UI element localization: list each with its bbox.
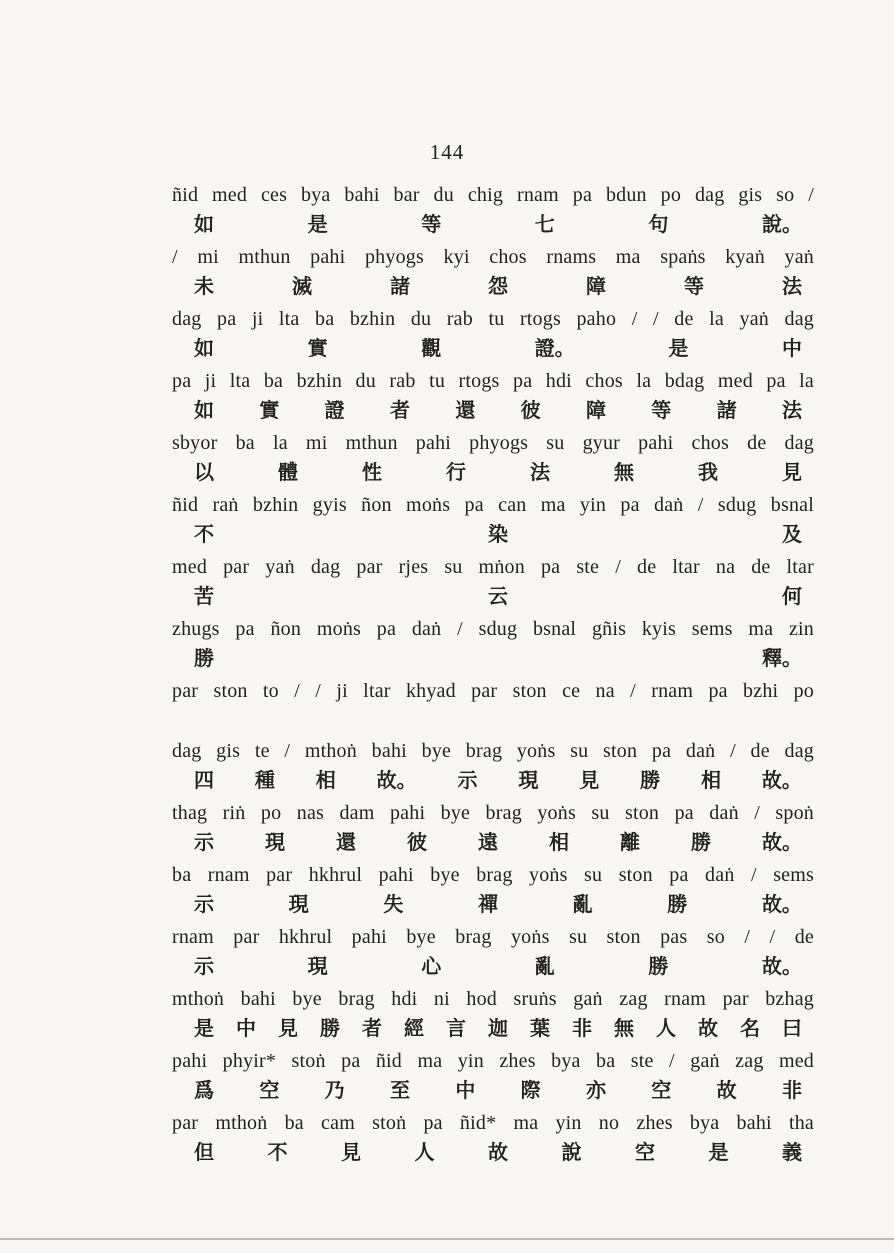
chinese-char: 種 bbox=[254, 768, 275, 792]
chinese-char: 現 bbox=[518, 768, 539, 792]
chinese-gloss-line bbox=[172, 1136, 814, 1172]
line-pair-7 bbox=[172, 554, 814, 616]
chinese-gloss-line bbox=[172, 518, 814, 554]
chinese-char: 心 bbox=[421, 954, 442, 978]
chinese-char: 現 bbox=[265, 830, 285, 854]
chinese-char: 亦 bbox=[585, 1078, 606, 1102]
chinese-char: 勝 bbox=[648, 954, 669, 978]
chinese-char: 言 bbox=[446, 1016, 466, 1040]
chinese-char: 還 bbox=[336, 830, 356, 854]
page-number: 144 bbox=[429, 140, 465, 164]
chinese-gloss-line bbox=[172, 1074, 814, 1110]
chinese-char: 句 bbox=[648, 212, 669, 236]
chinese-char: 見 bbox=[782, 460, 802, 484]
chinese-char: 等 bbox=[421, 212, 442, 236]
chinese-char: 中 bbox=[781, 336, 802, 360]
chinese-char: 障 bbox=[586, 274, 606, 298]
chinese-gloss-line bbox=[172, 208, 814, 244]
chinese-char: 是 bbox=[307, 212, 328, 236]
line-pair-6 bbox=[172, 492, 814, 554]
chinese-char: 義 bbox=[782, 1140, 802, 1164]
chinese-char: 障 bbox=[585, 398, 606, 422]
chinese-char: 亂 bbox=[534, 954, 555, 978]
chinese-char: 及 bbox=[782, 522, 802, 546]
chinese-char: 空 bbox=[259, 1078, 280, 1102]
chinese-char: 經 bbox=[404, 1016, 424, 1040]
chinese-char: 觀 bbox=[421, 336, 442, 360]
chinese-char: 人 bbox=[414, 1140, 435, 1164]
chinese-char: 空 bbox=[635, 1140, 655, 1164]
chinese-char: 苦 bbox=[194, 584, 214, 608]
chinese-char: 等 bbox=[651, 398, 672, 422]
tibetan-line: pahi phyir* stoṅ pa ñid ma yin zhes bya ba ste / gaṅ zag med bbox=[172, 1050, 814, 1072]
chinese-char: 示 bbox=[194, 830, 214, 854]
chinese-char: 是 bbox=[708, 1140, 729, 1164]
chinese-char: 禪 bbox=[477, 892, 498, 916]
tibetan-line: ñid raṅ bzhin gyis ñon moṅs pa can ma yin pa daṅ / sdug bsnal bbox=[172, 494, 814, 516]
line-pair-8 bbox=[172, 616, 814, 678]
text-block bbox=[172, 182, 814, 1172]
line-pair-3 bbox=[172, 306, 814, 368]
chinese-char: 染 bbox=[488, 522, 508, 546]
tibetan-line: mthoṅ bahi bye brag hdi ni hod sruṅs gaṅ zag rnam par bzhag bbox=[172, 988, 814, 1010]
chinese-char: 失 bbox=[383, 892, 404, 916]
chinese-char: 亂 bbox=[572, 892, 593, 916]
chinese-char: 七 bbox=[534, 212, 555, 236]
chinese-char: 非 bbox=[572, 1016, 592, 1040]
chinese-char: 不 bbox=[267, 1140, 288, 1164]
chinese-char: 中 bbox=[455, 1078, 476, 1102]
tibetan-line: thag riṅ po nas dam pahi bye brag yoṅs su ston pa daṅ / spoṅ bbox=[172, 802, 814, 824]
line-pair-4 bbox=[172, 368, 814, 430]
chinese-char: 無 bbox=[614, 1016, 634, 1040]
chinese-char: 見 bbox=[278, 1016, 298, 1040]
chinese-char: 諸 bbox=[716, 398, 737, 422]
chinese-char: 彼 bbox=[520, 398, 541, 422]
tibetan-line: / mi mthun pahi phyogs kyi chos rnams ma spaṅs kyaṅ yaṅ bbox=[172, 246, 814, 268]
line-pair-10 bbox=[172, 738, 814, 800]
chinese-char: 不 bbox=[194, 522, 214, 546]
chinese-char: 故。 bbox=[761, 892, 802, 916]
chinese-char: 爲 bbox=[194, 1078, 214, 1102]
chinese-char: 空 bbox=[651, 1078, 672, 1102]
chinese-char: 性 bbox=[362, 460, 382, 484]
chinese-char: 勝 bbox=[320, 1016, 340, 1040]
chinese-char: 者 bbox=[362, 1016, 382, 1040]
chinese-char: 我 bbox=[698, 460, 718, 484]
chinese-char: 故。 bbox=[762, 830, 802, 854]
chinese-char: 四 bbox=[194, 768, 214, 792]
line-pair-2 bbox=[172, 244, 814, 306]
line-pair-15 bbox=[172, 1048, 814, 1110]
chinese-char: 人 bbox=[656, 1016, 676, 1040]
chinese-char: 名 bbox=[740, 1016, 760, 1040]
line-pair-16 bbox=[172, 1110, 814, 1172]
chinese-char: 勝 bbox=[640, 768, 661, 792]
chinese-gloss-line bbox=[172, 394, 814, 430]
tibetan-line: par ston to / / ji ltar khyad par ston ce na / rnam pa bzhi po bbox=[172, 680, 814, 702]
tibetan-line: zhugs pa ñon moṅs pa daṅ / sdug bsnal gñis kyis sems ma zin bbox=[172, 618, 814, 640]
chinese-char: 說 bbox=[561, 1140, 582, 1164]
line-pair-5 bbox=[172, 430, 814, 492]
line-pair-1 bbox=[172, 182, 814, 244]
tibetan-line: dag pa ji lta ba bzhin du rab tu rtogs paho / / de la yaṅ dag bbox=[172, 308, 814, 330]
chinese-char: 體 bbox=[278, 460, 298, 484]
chinese-gloss-line bbox=[172, 270, 814, 306]
line-pair-13 bbox=[172, 924, 814, 986]
chinese-char: 非 bbox=[781, 1078, 802, 1102]
chinese-char: 還 bbox=[455, 398, 476, 422]
chinese-gloss-line bbox=[172, 456, 814, 492]
chinese-char: 見 bbox=[341, 1140, 361, 1164]
chinese-char: 故。 bbox=[761, 954, 802, 978]
chinese-char: 法 bbox=[781, 398, 802, 422]
chinese-gloss-line bbox=[172, 950, 814, 986]
chinese-char: 至 bbox=[389, 1078, 410, 1102]
chinese-gloss-line bbox=[172, 888, 814, 924]
chinese-char: 怨 bbox=[488, 274, 508, 298]
chinese-char: 相 bbox=[701, 768, 721, 792]
tibetan-line: pa ji lta ba bzhin du rab tu rtogs pa hdi chos la bdag med pa la bbox=[172, 370, 814, 392]
chinese-char: 無 bbox=[614, 460, 634, 484]
chinese-char: 行 bbox=[446, 460, 466, 484]
chinese-char: 中 bbox=[236, 1016, 256, 1040]
chinese-char: 離 bbox=[620, 830, 640, 854]
tibetan-line: sbyor ba la mi mthun pahi phyogs su gyur pahi chos de dag bbox=[172, 432, 814, 454]
chinese-char: 故 bbox=[698, 1016, 718, 1040]
chinese-char: 勝 bbox=[194, 646, 214, 670]
line-pair-12 bbox=[172, 862, 814, 924]
chinese-char: 示 bbox=[194, 954, 214, 978]
chinese-char: 實 bbox=[307, 336, 328, 360]
chinese-char: 但 bbox=[194, 1140, 214, 1164]
chinese-gloss-line bbox=[172, 1012, 814, 1048]
chinese-char: 未 bbox=[194, 274, 214, 298]
tibetan-line: rnam par hkhrul pahi bye brag yoṅs su ston pas so / / de bbox=[172, 926, 814, 948]
chinese-char: 遠 bbox=[478, 830, 498, 854]
chinese-char: 故 bbox=[488, 1140, 508, 1164]
chinese-char: 迦 bbox=[488, 1016, 508, 1040]
chinese-char: 法 bbox=[530, 460, 550, 484]
chinese-char: 相 bbox=[315, 768, 336, 792]
chinese-char: 等 bbox=[684, 274, 704, 298]
tibetan-line: med par yaṅ dag par rjes su mṅon pa ste / de ltar na de ltar bbox=[172, 556, 814, 578]
chinese-char: 示 bbox=[194, 892, 214, 916]
chinese-char: 如 bbox=[194, 398, 214, 422]
chinese-char: 如 bbox=[194, 336, 214, 360]
line-pair-11 bbox=[172, 800, 814, 862]
chinese-char: 彼 bbox=[407, 830, 427, 854]
chinese-char: 見 bbox=[579, 768, 600, 792]
chinese-char: 何 bbox=[782, 584, 802, 608]
tibetan-line: dag gis te / mthoṅ bahi bye brag yoṅs su ston pa daṅ / de dag bbox=[172, 740, 814, 762]
chinese-char: 者 bbox=[389, 398, 410, 422]
chinese-char: 以 bbox=[194, 460, 214, 484]
line-pair-9 bbox=[172, 678, 814, 738]
chinese-char: 滅 bbox=[292, 274, 312, 298]
chinese-char: 說。 bbox=[761, 212, 802, 236]
chinese-gloss-line bbox=[172, 580, 814, 616]
chinese-char: 勝 bbox=[667, 892, 688, 916]
chinese-char: 勝 bbox=[691, 830, 711, 854]
chinese-char: 葉 bbox=[530, 1016, 550, 1040]
chinese-char: 現 bbox=[307, 954, 328, 978]
tibetan-line: par mthoṅ ba cam stoṅ pa ñid* ma yin no zhes bya bahi tha bbox=[172, 1112, 814, 1134]
chinese-char: 證 bbox=[324, 398, 345, 422]
chinese-char: 是 bbox=[668, 336, 689, 360]
chinese-char: 如 bbox=[194, 212, 214, 236]
chinese-char: 現 bbox=[288, 892, 309, 916]
chinese-char: 云 bbox=[488, 584, 508, 608]
chinese-char: 法 bbox=[782, 274, 802, 298]
tibetan-line: ba rnam par hkhrul pahi bye brag yoṅs su ston pa daṅ / sems bbox=[172, 864, 814, 886]
chinese-char: 曰 bbox=[782, 1016, 802, 1040]
chinese-char: 證。 bbox=[534, 336, 575, 360]
chinese-char: 是 bbox=[194, 1016, 214, 1040]
chinese-char: 故 bbox=[716, 1078, 737, 1102]
chinese-gloss-line bbox=[172, 332, 814, 368]
chinese-char: 相 bbox=[549, 830, 569, 854]
chinese-char: 實 bbox=[259, 398, 280, 422]
blank-gloss-line bbox=[172, 704, 814, 738]
chinese-char: 諸 bbox=[390, 274, 410, 298]
chinese-char: 故。 bbox=[376, 768, 417, 792]
line-pair-14 bbox=[172, 986, 814, 1048]
chinese-gloss-line bbox=[172, 764, 814, 800]
bottom-rule bbox=[0, 1238, 894, 1240]
chinese-gloss-line bbox=[172, 642, 814, 678]
chinese-char: 釋。 bbox=[762, 646, 802, 670]
chinese-gloss-line bbox=[172, 826, 814, 862]
chinese-char: 故。 bbox=[761, 768, 802, 792]
tibetan-line: ñid med ces bya bahi bar du chig rnam pa bdun po dag gis so / bbox=[172, 184, 814, 206]
chinese-char: 示 bbox=[457, 768, 478, 792]
chinese-char: 際 bbox=[520, 1078, 541, 1102]
chinese-char: 乃 bbox=[324, 1078, 345, 1102]
